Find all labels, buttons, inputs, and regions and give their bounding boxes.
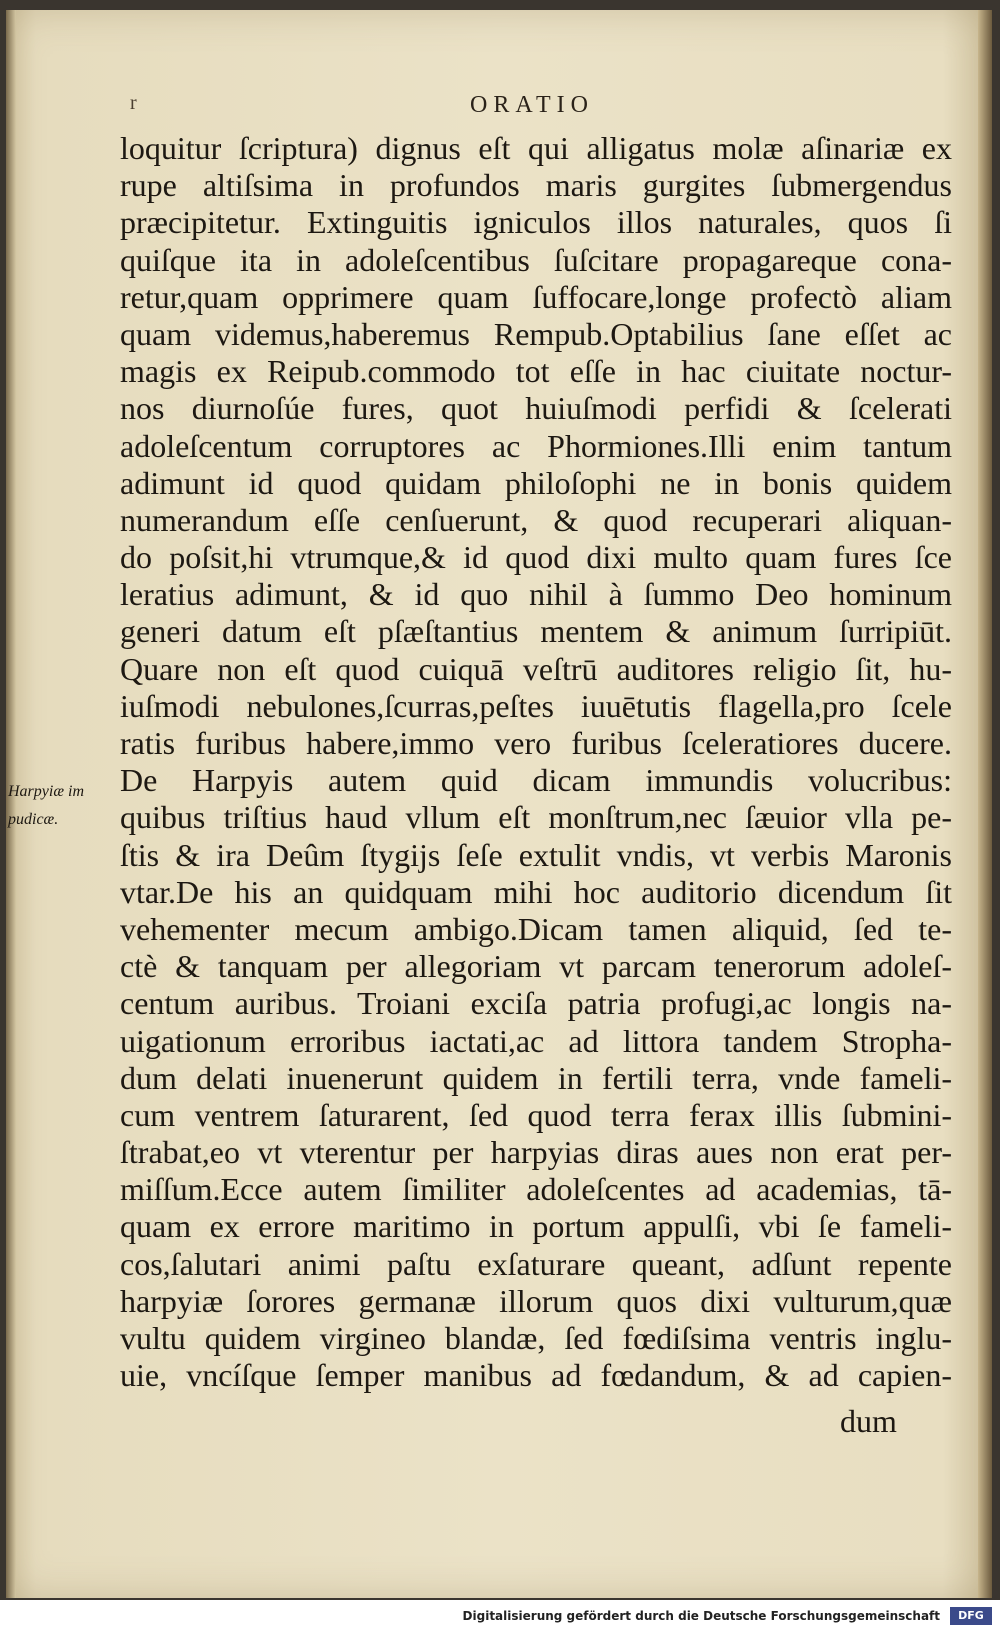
- text-line: Quare non eſt quod cuiquā veſtrū auditores religio ſit, hu-: [120, 650, 952, 687]
- text-line: nos diurnoſúe fures, quot huiuſmodi perfidi & ſcelerati: [120, 390, 952, 427]
- marginal-note: [8, 778, 118, 834]
- text-line: adoleſcentum corruptores ac Phormiones.Illi enim tantum: [120, 427, 952, 464]
- text-line: adimunt id quod quidam philoſophi ne in bonis quidem: [120, 464, 952, 501]
- text-line: quam ex errore maritimo in portum appulſi, vbi ſe fameli-: [120, 1208, 952, 1245]
- text-line: harpyiæ ſorores germanæ illorum quos dixi vulturum,quæ: [120, 1282, 952, 1319]
- running-head: [120, 92, 940, 122]
- text-line: numerandum eſſe cenſuerunt, & quod recuperari aliquan-: [120, 501, 952, 538]
- text-line: uie, vncíſque ſemper manibus ad fœdandum, & ad capien-: [120, 1357, 952, 1394]
- text-line: præcipitetur. Extinguitis igniculos illos naturales, quos ſi: [120, 204, 952, 241]
- text-line: retur,quam opprimere quam ſuffocare,longe profectò aliam: [120, 278, 952, 315]
- text-line: dum delati inuenerunt quidem in fertili terra, vnde fameli-: [120, 1059, 952, 1096]
- text-line: rupe altiſsima in profundos maris gurgites ſubmergendus: [120, 167, 952, 204]
- text-line: De Harpyis autem quid dicam immundis volucribus:: [120, 762, 952, 799]
- text-line: centum auribus. Troiani exciſa patria profugi,ac longis na-: [120, 985, 952, 1022]
- text-line: leratius adimunt, & id quo nihil à ſummo Deo hominum: [120, 576, 952, 613]
- text-line: do poſsit,hi vtrumque,& id quod dixi multo quam fures ſce: [120, 539, 952, 576]
- text-line: quam videmus,haberemus Rempub.Optabilius ſane eſſet ac: [120, 315, 952, 352]
- marginal-note-line: Harpyiæ im: [8, 783, 84, 800]
- text-line: miſſum.Ecce autem ſimiliter adoleſcentes ad academias, tā-: [120, 1171, 952, 1208]
- text-line: ſtrabat,eo vt vterentur per harpyias diras aues non erat per-: [120, 1134, 952, 1171]
- page-right-edge: [978, 10, 992, 1598]
- text-line: quiſque ita in adoleſcentibus ſuſcitare propagareque cona-: [120, 241, 952, 278]
- text-line: ſtis & ira Deûm ſtygijs ſeſe extulit vndis, vt verbis Maronis: [120, 836, 952, 873]
- running-head-title: ORATIO: [470, 92, 594, 118]
- marginal-note-line: pudicæ.: [8, 811, 59, 828]
- running-head-mark: r: [130, 92, 137, 114]
- text-line: vultu quidem virgineo blandæ, ſed fœdiſsima ventris inglu-: [120, 1320, 952, 1356]
- funding-credit: Digitalisierung gefördert durch die Deutsche Forschungsgemeinschaft: [462, 1609, 940, 1623]
- text-line: loquitur ſcriptura) dignus eſt qui alligatus molæ aſinariæ ex: [120, 130, 952, 166]
- catchword: dum: [840, 1403, 897, 1439]
- text-line: uigationum erroribus iactati,ac ad littora tandem Stropha-: [120, 1022, 952, 1059]
- text-line: magis ex Reipub.commodo tot eſſe in hac ciuitate noctur-: [120, 353, 952, 390]
- text-line: iuſmodi nebulones,ſcurras,peſtes iuuētutis flagella,pro ſcele: [120, 687, 952, 724]
- text-line: quibus triſtius haud vllum eſt monſtrum,nec ſæuior vlla pe-: [120, 799, 952, 836]
- text-line: vehementer mecum ambigo.Dicam tamen aliquid, ſed te-: [120, 910, 952, 947]
- text-line: vtar.De his an quidquam mihi hoc auditorio dicendum ſit: [120, 873, 952, 910]
- text-line: ratis furibus habere,immo vero furibus ſceleratiores ducere.: [120, 725, 952, 761]
- text-line: cos,ſalutari animi paſtu exſaturare queant, adſunt repente: [120, 1245, 952, 1282]
- text-line: ctè & tanquam per allegoriam vt parcam tenerorum adoleſ-: [120, 948, 952, 985]
- dfg-logo: DFG: [950, 1607, 992, 1625]
- digitization-footer: [0, 1600, 1000, 1633]
- text-line: generi datum eſt pſæſtantius mentem & animum ſurripiūt.: [120, 613, 952, 650]
- body-text: [120, 130, 952, 1394]
- text-line: cum ventrem ſaturarent, ſed quod terra ferax illis ſubmini-: [120, 1096, 952, 1133]
